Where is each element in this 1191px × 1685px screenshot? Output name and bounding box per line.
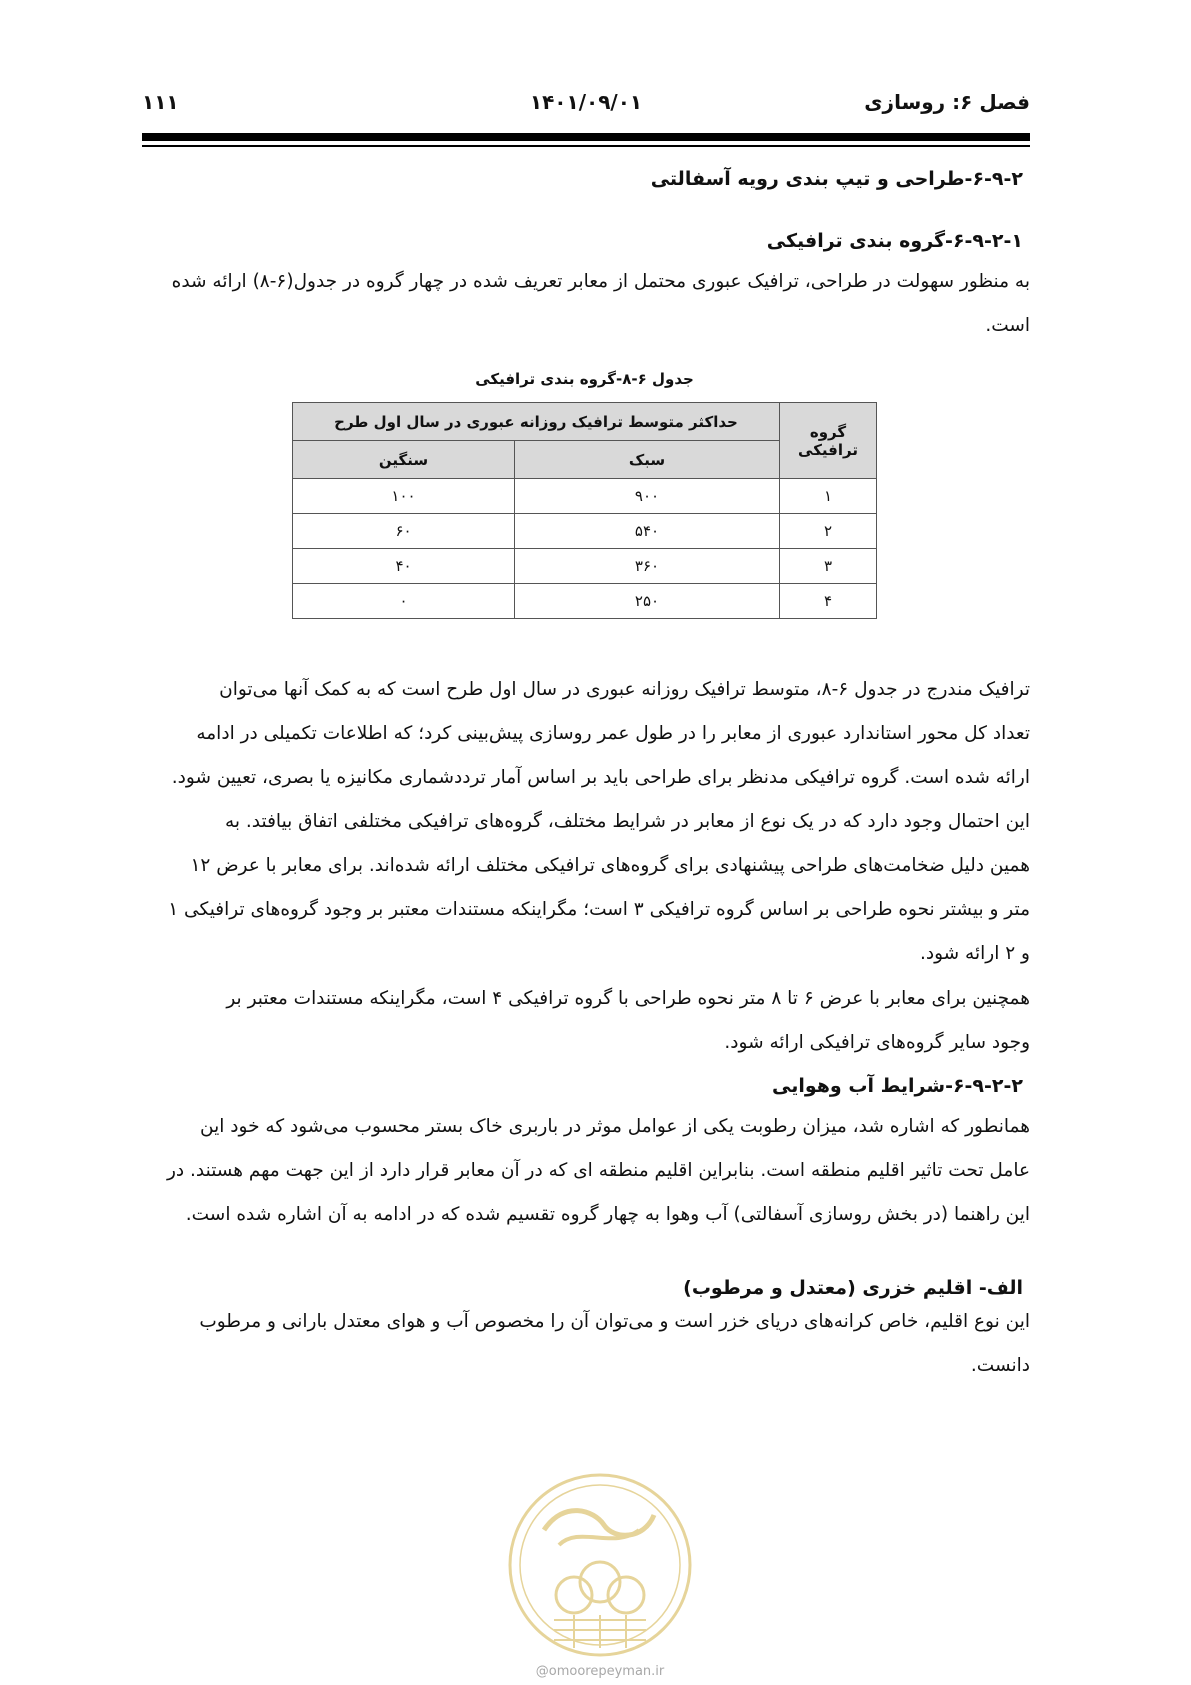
table-row: [293, 584, 877, 619]
cell-group: ۱: [780, 479, 877, 514]
table-header-main: حداکثر متوسط ترافیک روزانه عبوری در سال اول طرح: [293, 403, 780, 441]
cell-light: ۳۶۰: [515, 549, 780, 584]
paragraph-intro: به منظور سهولت در طراحی، ترافیک عبوری محتمل از معابر تعریف شده در چهار گروه در جدول(۶-۸) ارائه شده است.: [171, 271, 1030, 336]
table-row: [293, 479, 877, 514]
paragraph-narrow-streets: همچنین برای معابر با عرض ۶ تا ۸ متر نحوه طراحی با گروه ترافیکی ۴ است، مگراینکه مستندات معتبر بر وجود سایر گروه‌های ترافیکی ارائه شود.: [226, 988, 1030, 1053]
page-header: [142, 90, 1030, 120]
section-heading-traffic-grouping: ۶-۹-۲-۱-گروه بندی ترافیکی: [766, 230, 1023, 252]
cell-light: ۹۰۰: [515, 479, 780, 514]
header-date: ۱۴۰۱/۰۹/۰۱: [529, 90, 643, 114]
subheading-caspian-climate: الف- اقلیم خزری (معتدل و مرطوب): [683, 1277, 1023, 1299]
table-header-group-line2: ترافیکی: [798, 440, 858, 459]
cell-group: ۲: [780, 514, 877, 549]
section-heading-climate: ۶-۹-۲-۲-شرایط آب وهوایی: [771, 1075, 1023, 1097]
table-header-light: سبک: [515, 441, 780, 479]
section-heading-design: ۶-۹-۲-طراحی و تیپ بندی رویه آسفالتی: [650, 168, 1023, 190]
cell-heavy: ۶۰: [293, 514, 515, 549]
header-rule-thin: [142, 145, 1030, 147]
cell-heavy: ۰: [293, 584, 515, 619]
watermark-logo: [504, 1470, 696, 1660]
watermark-handle: @omoorepeyman.ir: [535, 1664, 665, 1679]
table-header-group: [780, 403, 877, 479]
table-row: [293, 549, 877, 584]
cell-light: ۲۵۰: [515, 584, 780, 619]
paragraph-climate: همانطور که اشاره شد، میزان رطوبت یکی از عوامل موثر در باربری خاک بستر محسوب می‌شود که خود این عامل تحت تاثیر اقلیم منطقه است. بنابراین اقلیم منطقه ای که در آن معابر قرار دارد از این جهت مهم هستند. در این راهنما (در بخش روسازی آسفالتی) آب وهوا به چهار گروه تقسیم شده که در ادامه به آن اشاره شده است.: [166, 1116, 1030, 1225]
paragraph-traffic-table-note: ترافیک مندرج در جدول ۶-۸، متوسط ترافیک روزانه عبوری در سال اول طرح است که به کمک آنها می‌توان تعداد کل محور استاندارد عبوری از معابر را در طول عمر روسازی پیش‌بینی کرد؛ که اطلاعات تکمیلی در ادامه ارائه شده است. گروه ترافیکی مدنظر برای طراحی باید بر اساس آمار ترددشماری مکانیزه یا بصری، تعیین شود.: [171, 679, 1030, 788]
table-header-heavy: سنگین: [293, 441, 515, 479]
chapter-title: فصل ۶: روسازی: [864, 90, 1030, 114]
cell-heavy: ۴۰: [293, 549, 515, 584]
table-header-group-line1: گروه: [809, 422, 847, 441]
cell-group: ۴: [780, 584, 877, 619]
paragraph-caspian-climate: این نوع اقلیم، خاص کرانه‌های دریای خزر است و می‌توان آن را مخصوص آب و هوای معتدل بارانی و مرطوب دانست.: [199, 1311, 1030, 1376]
header-rule-thick: [142, 133, 1030, 141]
paragraph-traffic-variation: این احتمال وجود دارد که در یک نوع از معابر در شرایط مختلف، گروه‌های ترافیکی مختلفی اتفاق بیافتد. به همین دلیل ضخامت‌های طراحی پیشنهادی برای گروه‌های ترافیکی مختلف ارائه شده‌اند. برای معابر با عرض ۱۲ متر و بیشتر نحوه طراحی بر اساس گروه ترافیکی ۳ است؛ مگراینکه مستندات معتبر بر وجود گروه‌های ترافیکی ۱ و ۲ ارائه شود.: [168, 811, 1030, 964]
cell-heavy: ۱۰۰: [293, 479, 515, 514]
cell-light: ۵۴۰: [515, 514, 780, 549]
traffic-group-table: [292, 402, 877, 619]
table-row: [293, 514, 877, 549]
cell-group: ۳: [780, 549, 877, 584]
table-caption: جدول ۶-۸-گروه بندی ترافیکی: [475, 370, 694, 388]
page-number: ۱۱۱: [142, 90, 179, 114]
